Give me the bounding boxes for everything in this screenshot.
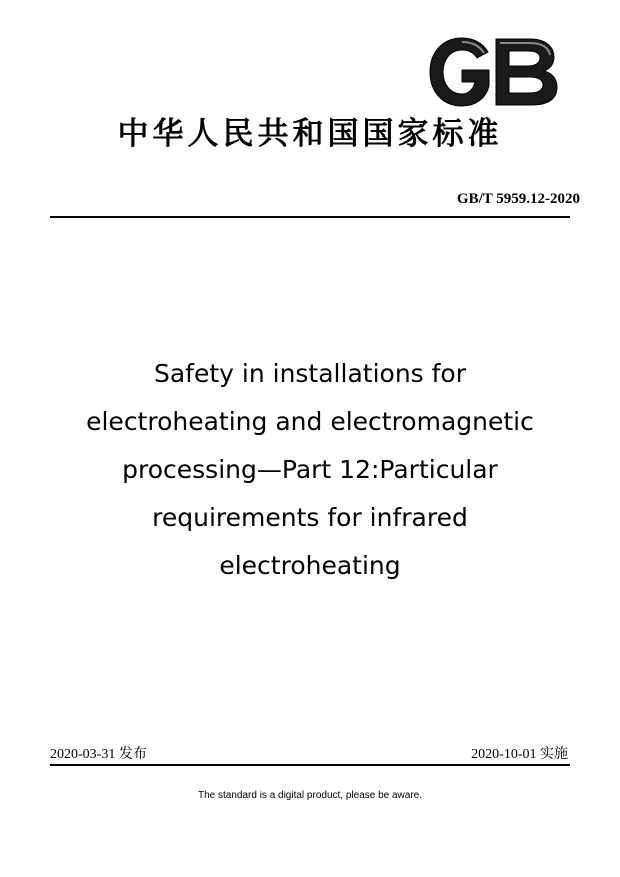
top-divider	[50, 216, 570, 218]
implement-date: 2020-10-01	[471, 747, 537, 762]
document-title-line: Safety in installations for	[153, 359, 467, 388]
implement-label: 实施	[540, 746, 568, 762]
publish-date: 2020-03-31	[50, 747, 116, 762]
standard-number: GB/T 5959.12-2020	[456, 191, 580, 207]
digital-product-notice: The standard is a digital product, please be aware.	[197, 790, 423, 801]
gb-logo-letter-b	[496, 39, 557, 105]
org-title: 中华人民共和国国家标准	[117, 116, 503, 152]
document-title-line: electroheating	[219, 551, 401, 580]
implement-date-block	[471, 745, 568, 764]
document-title-line: processing—Part 12:Particular	[122, 455, 498, 484]
gb-logo	[426, 36, 560, 108]
publish-date-block	[50, 745, 147, 764]
document-title-line: electroheating and electromagnetic	[86, 407, 534, 436]
document-title	[40, 350, 580, 590]
gb-logo-letter-g	[430, 38, 489, 106]
bottom-divider	[50, 764, 570, 766]
publish-label: 发布	[118, 746, 147, 762]
document-title-line: requirements for infrared	[152, 503, 468, 532]
